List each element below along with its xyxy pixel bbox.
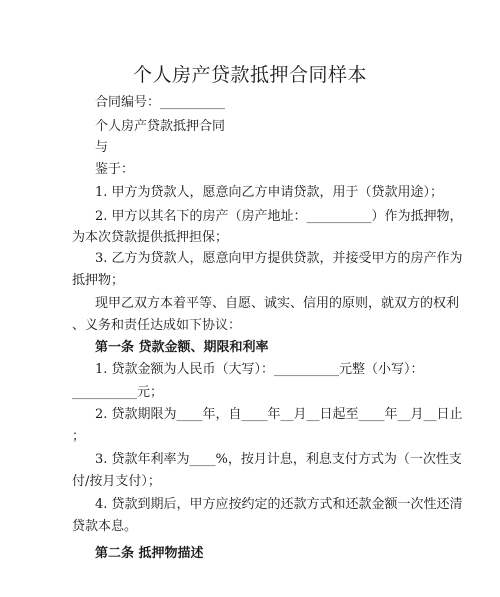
- clause-1-line: 1. 甲方为贷款人，愿意向乙方申请贷款，用于（贷款用途）；: [95, 185, 444, 200]
- article-1-item-2-continued-line: ；: [72, 429, 86, 444]
- clause-2-line: 2. 甲方以其名下的房产（房产地址：__________）作为抵押物，: [95, 209, 463, 224]
- clause-2-continued-line: 为本次贷款提供抵押担保；: [72, 230, 229, 245]
- whereas-line: 鉴于：: [95, 162, 135, 177]
- clause-3-line: 3. 乙方为贷款人，愿意向甲方提供贷款，并接受甲方的房产作为: [95, 251, 463, 266]
- article-1-item-4-continued-line: 贷款本息。: [72, 519, 138, 534]
- preamble-line: 现甲乙双方本着平等、自愿、诚实、信用的原则，就双方的权利: [95, 296, 460, 311]
- article-1-item-3-line: 3. 贷款年利率为____%，按月计息，利息支付方式为（一次性支: [95, 452, 462, 467]
- contract-name-line: 个人房产贷款抵押合同: [95, 119, 226, 134]
- article-1-item-3-continued-line: 付/按月支付）；: [72, 474, 161, 489]
- article-1-item-2-line: 2. 贷款期限为____年，自____年__月__日起至____年__月__日止: [95, 407, 463, 422]
- clause-3-continued-line: 抵押物；: [72, 273, 125, 288]
- contract-number-line: 合同编号：__________: [95, 95, 226, 110]
- and-line: 与: [95, 140, 109, 155]
- article-1-item-1-continued-line: __________元；: [72, 385, 164, 400]
- article-2-heading: 第二条 抵押物描述: [95, 546, 204, 561]
- article-1-item-1-line: 1. 贷款金额为人民币（大写）：__________元整（小写）：: [95, 362, 424, 377]
- article-1-item-4-line: 4. 贷款到期后，甲方应按约定的还款方式和还款金额一次性还清: [95, 497, 463, 512]
- document-title: 个人房产贷款抵押合同样本: [132, 64, 367, 86]
- preamble-continued-line: 、义务和责任达成如下协议：: [72, 318, 242, 333]
- article-1-heading: 第一条 贷款金额、期限和利率: [95, 340, 269, 355]
